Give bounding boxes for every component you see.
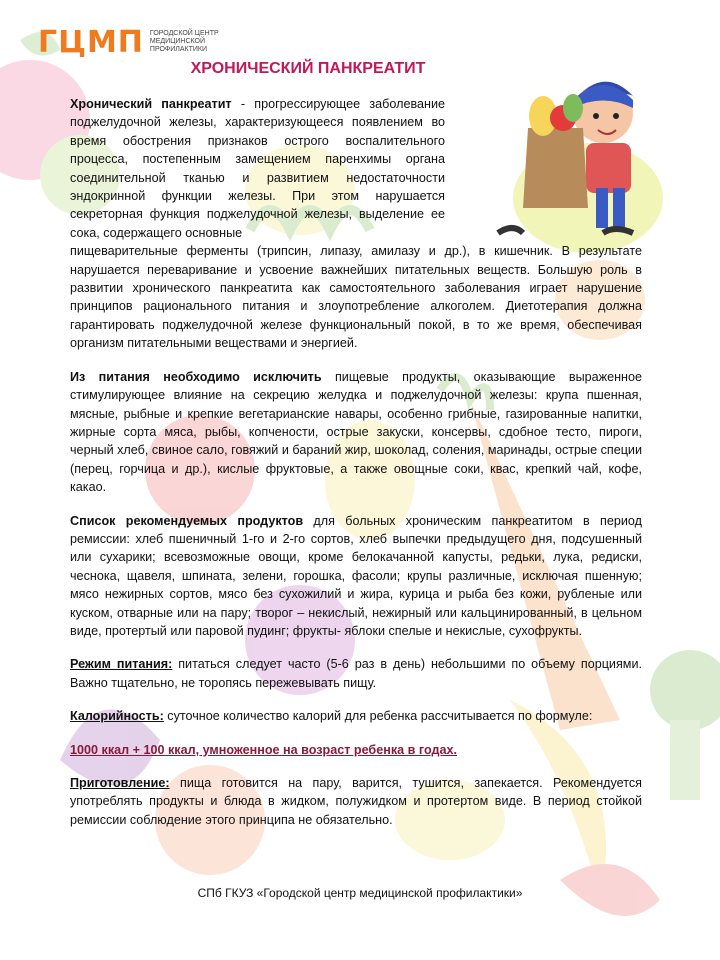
exclude-text: пищевые продукты, оказывающие выраженное стимулирующее влияние на секрецию желудка и поджелудочной железы: крупа пшенная, мясные, рыбные и крепкие вегетарианские навары, особенно грибные, газированные напитки, жирные сорта мяса, рыбы, копчености, острые закуски, консервы, сдобное тесто, пироги, черный хлеб, свиное сало, говяжий и бараний жир, шоколад, соления, маринады, острые специи (перец, горчица и др.), кислые фруктовые, а также овощные соки, квас, крепкий чай, кофе, какао. [70, 369, 642, 495]
calories-formula [70, 741, 642, 759]
intro-paragraph [70, 95, 445, 242]
recommended-paragraph [70, 512, 642, 641]
article-body [70, 95, 642, 829]
logo-mark: ГЦМП [38, 25, 144, 60]
broccoli-right-shape [650, 650, 720, 730]
cooking-text: пища готовится на пару, варится, тушится, запекается. Рекомендуется употреблять продукты и блюда в жидком, полужидком и протертом виде. В период стойкой ремиссии соблюдение этого принципа не обязательно. [70, 776, 642, 827]
cooking-paragraph [70, 774, 642, 829]
regime-paragraph [70, 655, 642, 692]
formula-text: 1000 ккал + 100 ккал, умноженное на возраст ребенка в годах. [70, 742, 457, 757]
calories-heading: Калорийность: [70, 709, 164, 724]
recommended-text: для больных хроническим панкреатитом в период ремиссии: хлеб пшеничный 1-го и 2-го сортов, хлеб выпечки предыдущего дня, подсушенный или сухарики; всевозможные овощи, кроме белокачанной капусты, редьки, лука, редиски, чеснока, щавеля, шпината, зелени, горошка, фасоли; крупы различные, исключая пшенную; мясо нежирных сортов, мясо без сухожилий и жира, курица и рыба без кожи, рубленые или куском, отварные или на пару; творог – некислый, нежирный или кальцинированный, в цельном виде, протертый или паровой пудинг; фрукты- яблоки спелые и некислые, сухофрукты. [70, 513, 642, 638]
calories-text: суточное количество калорий для ребенка рассчитывается по формуле: [163, 709, 593, 724]
exclude-heading: Из питания необходимо исключить [70, 369, 322, 384]
regime-text: питаться следует часто (5-6 раз в день) небольшими по объему порциями. Важно тщательно, не торопясь пережевывать пищу. [70, 657, 642, 690]
logo-subtitle: ГОРОДСКОЙ ЦЕНТР МЕДИЦИНСКОЙ ПРОФИЛАКТИКИ [149, 30, 219, 53]
cooking-heading: Приготовление: [70, 776, 170, 790]
footer-organization: СПб ГКУЗ «Городской центр медицинской профилактики» [197, 886, 523, 900]
intro-term: Хронический панкреатит [70, 97, 232, 111]
calories-paragraph [70, 707, 642, 725]
logo [38, 25, 230, 60]
intro-paragraph-continued: пищеварительные ферменты (трипсин, липазу, амилазу и др.), в кишечник. В результате нарушается переваривание и усвоение важнейших питательных веществ. Большую роль в развитии хронического панкреатита как самостоятельного заболевания играет нарушение принципов рационального питания и злоупотребление алкоголем. Диетотерапия должна гарантировать поджелудочной железе функциональный покой, в то же время, обеспечивая организм питательными веществами и энергией. [70, 244, 642, 351]
intro-text-a: - прогрессирующее заболевание поджелудочной железы, характеризующееся появлением во время обострения признаков острого воспалительного процесса, постепенным замещением паренхимы органа соединительной тканью и развитием недостаточности эндокринной функции железы. При этом нарушается секреторная функция поджелудочной железы, выделение ее сока, содержащего основные [70, 97, 445, 240]
recommended-heading: Список рекомендуемых продуктов [70, 513, 304, 528]
broccoli-stem-shape [670, 720, 700, 800]
exclude-paragraph [70, 368, 642, 497]
page-title: ХРОНИЧЕСКИЙ ПАНКРЕАТИТ [190, 60, 426, 77]
regime-heading: Режим питания: [70, 657, 173, 672]
